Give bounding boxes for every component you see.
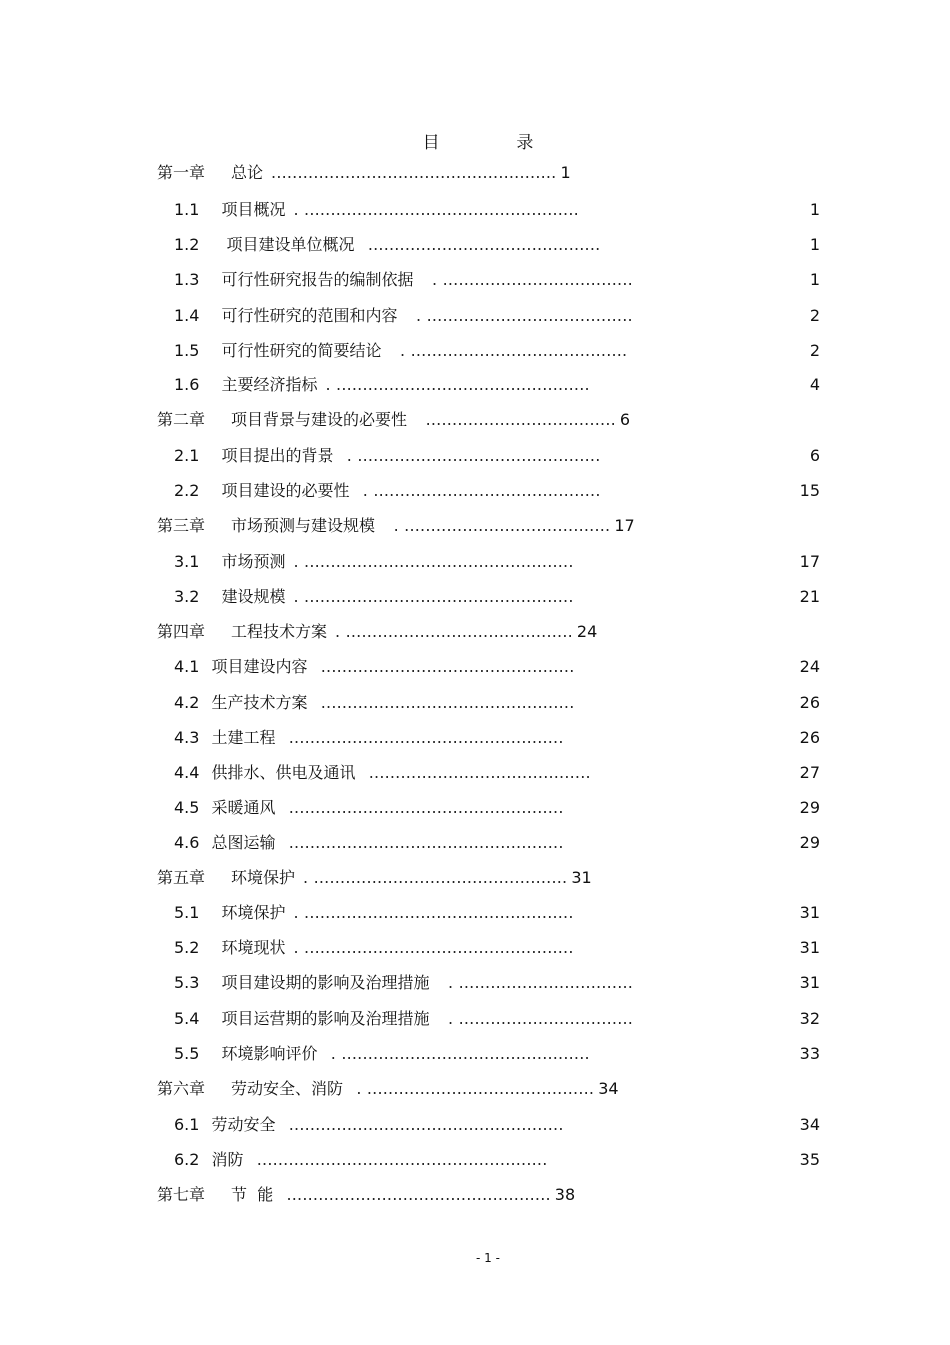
section-number: 6.2 <box>174 1150 200 1169</box>
chapter-title: 项目背景与建设的必要性 <box>231 410 408 429</box>
chapter-number: 第五章 <box>157 868 206 887</box>
chapter-title: 环境保护 <box>231 868 296 887</box>
section-title: 项目建设单位概况 <box>221 235 355 254</box>
chapter-title: 总论 <box>231 163 264 182</box>
chapter-number: 第四章 <box>157 622 206 641</box>
dot-leader: . ....................................... <box>405 306 633 325</box>
dot-leader: ................................................ <box>315 693 575 712</box>
section-title: 主要经济指标 <box>221 375 318 394</box>
dot-leader: . .............................................. <box>341 446 601 465</box>
toc-section-entry[interactable] <box>174 445 600 467</box>
page-number: 33 <box>799 1044 820 1063</box>
toc-chapter-entry[interactable] <box>157 515 635 537</box>
toc-section-entry[interactable] <box>174 832 564 854</box>
toc-chapter-entry[interactable] <box>157 621 597 643</box>
chapter-number: 第一章 <box>157 163 206 182</box>
page-number: 21 <box>799 587 820 606</box>
section-number: 4.3 <box>174 728 200 747</box>
dot-leader: . ....................................... <box>383 516 611 535</box>
toc-section-entry[interactable] <box>174 551 574 573</box>
toc-section-entry[interactable] <box>174 937 574 959</box>
toc-chapter-entry[interactable] <box>157 867 592 889</box>
page-number: 2 <box>809 341 820 360</box>
page-number: 34 <box>799 1115 820 1134</box>
dot-leader: .................................................... <box>283 728 564 747</box>
section-title: 采暖通风 <box>211 798 276 817</box>
section-title: 可行性研究的范围和内容 <box>221 306 398 325</box>
section-number: 1.5 <box>174 341 200 360</box>
section-title: 供排水、供电及通讯 <box>211 763 356 782</box>
toc-section-entry[interactable] <box>174 1008 633 1030</box>
toc-section-entry[interactable] <box>174 972 633 994</box>
dot-leader: . ................................. <box>437 973 634 992</box>
page-number: 24 <box>576 622 598 641</box>
section-title: 生产技术方案 <box>211 693 308 712</box>
section-number: 1.1 <box>174 200 200 219</box>
dot-leader: ................................................ <box>315 657 575 676</box>
dot-leader: . .................................... <box>421 270 633 289</box>
section-title: 可行性研究报告的编制依据 <box>221 270 414 289</box>
section-number: 1.6 <box>174 375 200 394</box>
toc-chapter-entry[interactable] <box>157 409 630 431</box>
toc-section-entry[interactable] <box>174 586 574 608</box>
page-number: 1 <box>809 235 820 254</box>
chapter-number: 第七章 <box>157 1185 206 1204</box>
chapter-title: 市场预测与建设规模 <box>231 516 376 535</box>
toc-section-entry[interactable] <box>174 797 564 819</box>
page-number: 1 <box>809 270 820 289</box>
dot-leader: .................................................... <box>283 798 564 817</box>
section-number: 5.3 <box>174 973 200 992</box>
page-number: 34 <box>598 1079 619 1098</box>
dot-leader: . ........................................... <box>335 622 573 641</box>
dot-leader: .................................................. <box>281 1185 551 1204</box>
dot-leader: . ................................................... <box>293 903 574 922</box>
dot-leader: . ................................................... <box>293 938 574 957</box>
page-number: 1 <box>560 163 571 182</box>
dot-leader: . ................................................ <box>303 868 568 887</box>
section-title: 土建工程 <box>211 728 276 747</box>
section-title: 环境现状 <box>221 938 286 957</box>
section-number: 5.2 <box>174 938 200 957</box>
dot-leader: .................................................... <box>283 833 564 852</box>
section-title: 项目运营期的影响及治理措施 <box>221 1009 430 1028</box>
section-number: 1.4 <box>174 306 200 325</box>
page-number: 15 <box>799 481 820 500</box>
page-number: 2 <box>809 306 820 325</box>
section-number: 3.2 <box>174 587 200 606</box>
toc-section-entry[interactable] <box>174 305 633 327</box>
dot-leader: . ................................................ <box>325 375 590 394</box>
section-title: 项目概况 <box>221 200 286 219</box>
section-number: 2.2 <box>174 481 200 500</box>
dot-leader: ...................................................... <box>271 163 557 182</box>
chapter-title: 劳动安全、消防 <box>231 1079 344 1098</box>
page-number: 17 <box>614 516 635 535</box>
page-number: 32 <box>799 1009 820 1028</box>
section-number: 1.2 <box>174 235 200 254</box>
section-number: 2.1 <box>174 446 200 465</box>
section-number: 6.1 <box>174 1115 200 1134</box>
toc-section-entry[interactable] <box>174 480 601 502</box>
dot-leader: .................................................... <box>283 1115 564 1134</box>
page-number: 17 <box>799 552 820 571</box>
page-number: 29 <box>799 833 820 852</box>
toc-section-entry[interactable] <box>174 234 600 256</box>
section-title: 消防 <box>211 1150 244 1169</box>
page-footer: - 1 - <box>476 1251 500 1265</box>
page-number: 26 <box>799 728 820 747</box>
toc-section-entry[interactable] <box>174 374 590 396</box>
section-number: 1.3 <box>174 270 200 289</box>
chapter-number: 第三章 <box>157 516 206 535</box>
toc-chapter-entry[interactable] <box>157 1184 575 1206</box>
page-number: 31 <box>571 868 592 887</box>
chapter-number: 第二章 <box>157 410 206 429</box>
dot-leader: . ........................................... <box>357 481 601 500</box>
dot-leader: . ................................. <box>437 1009 634 1028</box>
page-number: 31 <box>799 973 820 992</box>
page-number: 29 <box>799 798 820 817</box>
toc-chapter-entry[interactable] <box>157 1078 619 1100</box>
toc-section-entry[interactable] <box>174 1149 547 1171</box>
page-number: 27 <box>799 763 820 782</box>
toc-section-entry[interactable] <box>174 902 574 924</box>
page-number: 38 <box>554 1185 576 1204</box>
chapter-title: 工程技术方案 <box>231 622 328 641</box>
page-number: 35 <box>799 1150 820 1169</box>
section-number: 4.1 <box>174 657 200 676</box>
toc-section-entry[interactable] <box>174 340 627 362</box>
chapter-title: 节 能 <box>231 1185 274 1204</box>
dot-leader: . ........................................... <box>351 1079 595 1098</box>
toc-section-entry[interactable] <box>174 1043 590 1065</box>
section-number: 4.6 <box>174 833 200 852</box>
page-number: 31 <box>799 938 820 957</box>
toc-chapter-entry[interactable] <box>157 162 571 184</box>
page-number: 31 <box>799 903 820 922</box>
section-title: 项目建设的必要性 <box>221 481 350 500</box>
toc-section-entry[interactable] <box>174 762 591 784</box>
section-title: 市场预测 <box>221 552 286 571</box>
toc-section-entry[interactable] <box>174 692 574 714</box>
toc-section-entry[interactable] <box>174 199 579 221</box>
dot-leader: ....................................................... <box>251 1150 548 1169</box>
dot-leader: . ................................................... <box>293 552 574 571</box>
section-number: 3.1 <box>174 552 200 571</box>
page-number: 26 <box>799 693 820 712</box>
section-number: 4.4 <box>174 763 200 782</box>
section-number: 4.5 <box>174 798 200 817</box>
section-number: 4.2 <box>174 693 200 712</box>
toc-section-entry[interactable] <box>174 656 574 678</box>
page-number: 1 <box>809 200 820 219</box>
section-title: 劳动安全 <box>211 1115 276 1134</box>
section-title: 项目建设期的影响及治理措施 <box>221 973 430 992</box>
chapter-number: 第六章 <box>157 1079 206 1098</box>
toc-section-entry[interactable] <box>174 727 564 749</box>
section-number: 5.1 <box>174 903 200 922</box>
page-number: 24 <box>799 657 820 676</box>
page-number: 6 <box>809 446 820 465</box>
dot-leader: . ............................................... <box>325 1044 590 1063</box>
section-number: 5.5 <box>174 1044 200 1063</box>
dot-leader: . .................................................... <box>293 200 579 219</box>
dot-leader: ............................................ <box>362 235 601 254</box>
section-title: 环境影响评价 <box>221 1044 318 1063</box>
section-title: 可行性研究的简要结论 <box>221 341 382 360</box>
dot-leader: . ................................................... <box>293 587 574 606</box>
section-title: 总图运输 <box>211 833 276 852</box>
section-title: 建设规模 <box>221 587 286 606</box>
page-number: 4 <box>809 375 820 394</box>
dot-leader: .......................................... <box>363 763 591 782</box>
section-title: 项目建设内容 <box>211 657 308 676</box>
page-number: 6 <box>619 410 631 429</box>
dot-leader: . ......................................... <box>389 341 628 360</box>
dot-leader: .................................... <box>415 410 616 429</box>
section-title: 环境保护 <box>221 903 286 922</box>
section-title: 项目提出的背景 <box>221 446 334 465</box>
toc-section-entry[interactable] <box>174 269 633 291</box>
section-number: 5.4 <box>174 1009 200 1028</box>
toc-title: 目 录 <box>422 133 556 153</box>
toc-section-entry[interactable] <box>174 1114 564 1136</box>
